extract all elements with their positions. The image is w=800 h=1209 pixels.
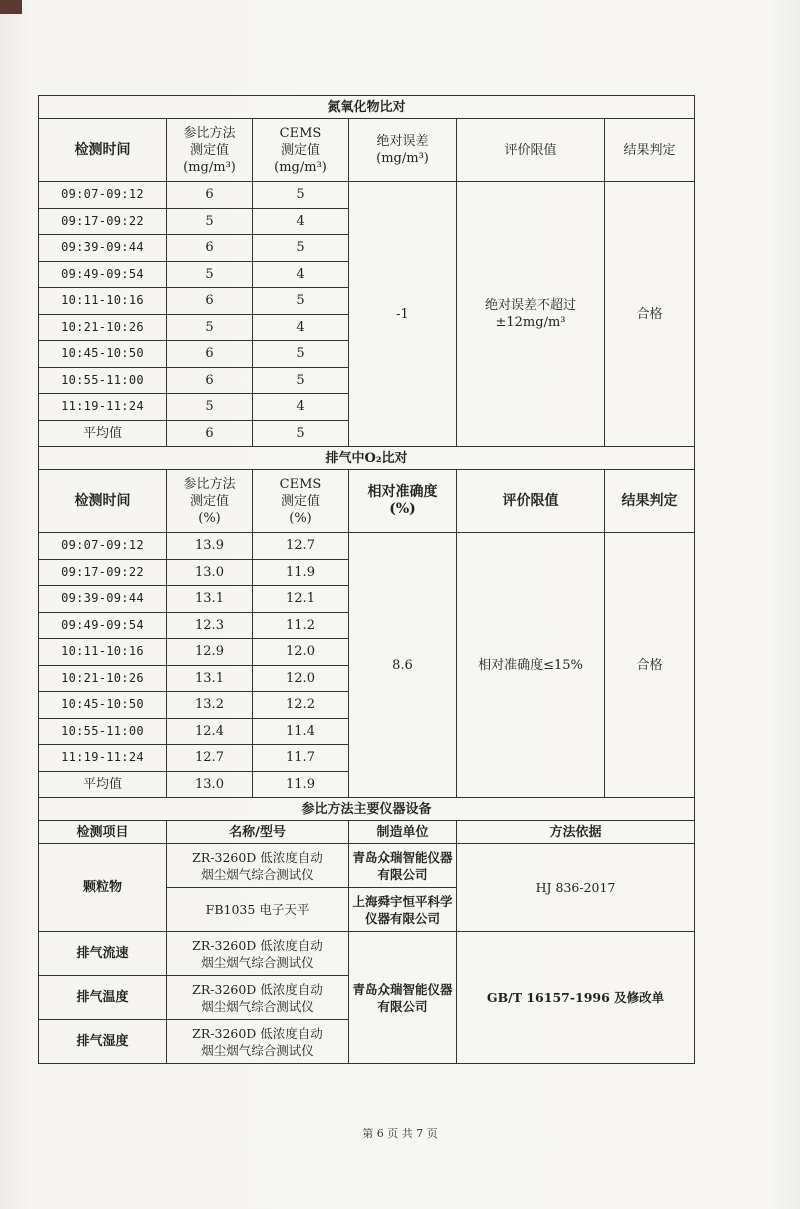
nox-abs-error: -1 <box>349 182 457 447</box>
nox-time: 10:55-11:00 <box>39 367 167 394</box>
nox-judge: 合格 <box>605 182 695 447</box>
o2-cems: 12.0 <box>253 639 349 666</box>
nox-header-time: 检测时间 <box>39 119 167 182</box>
o2-accuracy: 8.6 <box>349 533 457 798</box>
equipment-device <box>167 976 349 1020</box>
equipment-maker-line1: 青岛众瑞智能仪器 <box>352 849 453 865</box>
o2-header-limit: 评价限值 <box>457 470 605 533</box>
equipment-header-maker: 制造单位 <box>349 821 457 844</box>
o2-ref: 13.0 <box>167 559 253 586</box>
equipment-header-row <box>39 821 695 844</box>
nox-cems: 4 <box>253 314 349 341</box>
nox-ref: 5 <box>167 261 253 288</box>
o2-header-acc-unit: (%) <box>389 501 416 517</box>
o2-header-cems-line1: CEMS <box>279 476 322 492</box>
nox-header-judge: 结果判定 <box>605 119 695 182</box>
nox-header-ref-unit: (mg/m³) <box>183 159 236 175</box>
o2-header-judge: 结果判定 <box>605 470 695 533</box>
equipment-item: 排气流速 <box>39 932 167 976</box>
o2-header-cems-unit: (%) <box>289 510 312 526</box>
o2-header-accuracy <box>349 470 457 533</box>
o2-cems: 11.9 <box>253 559 349 586</box>
nox-cems: 5 <box>253 288 349 315</box>
o2-cems: 11.7 <box>253 745 349 772</box>
nox-avg-label: 平均值 <box>39 420 167 447</box>
equipment-device: FB1035 电子天平 <box>167 888 349 932</box>
equipment-header-name: 名称/型号 <box>167 821 349 844</box>
nox-cems: 5 <box>253 367 349 394</box>
equipment-device <box>167 1020 349 1064</box>
o2-header-row <box>39 470 695 533</box>
o2-ref: 13.2 <box>167 692 253 719</box>
o2-cems: 11.2 <box>253 612 349 639</box>
nox-cems: 5 <box>253 182 349 209</box>
o2-ref: 12.9 <box>167 639 253 666</box>
o2-ref: 12.3 <box>167 612 253 639</box>
o2-cems: 12.7 <box>253 533 349 560</box>
o2-time: 10:45-10:50 <box>39 692 167 719</box>
o2-header-cems-line2: 测定值 <box>280 493 320 509</box>
equipment-device-line2: 烟尘烟气综合测试仪 <box>201 866 314 882</box>
o2-time: 09:17-09:22 <box>39 559 167 586</box>
nox-cems: 5 <box>253 235 349 262</box>
equipment-maker-line2: 有限公司 <box>377 998 428 1014</box>
o2-time: 09:39-09:44 <box>39 586 167 613</box>
o2-judge: 合格 <box>605 533 695 798</box>
page-footer: 第 6 页 共 7 页 <box>362 1127 438 1140</box>
o2-cems: 11.4 <box>253 718 349 745</box>
nox-time: 09:07-09:12 <box>39 182 167 209</box>
equipment-device-line1: ZR-3260D 低浓度自动 <box>192 1025 323 1041</box>
nox-limit-line2: ±12mg/m³ <box>495 315 566 330</box>
nox-time: 10:45-10:50 <box>39 341 167 368</box>
equipment-basis-particulate: HJ 836-2017 <box>457 844 695 932</box>
equipment-device-line2: 烟尘烟气综合测试仪 <box>201 1042 314 1058</box>
o2-header-ref-line2: 测定值 <box>189 493 229 509</box>
equipment-device-line1: ZR-3260D 低浓度自动 <box>192 981 323 997</box>
table-row <box>39 533 695 560</box>
nox-section-title: 氮氧化物比对 <box>39 96 695 119</box>
equipment-item: 排气温度 <box>39 976 167 1020</box>
equipment-device-line1: ZR-3260D 低浓度自动 <box>192 937 323 953</box>
nox-header-abs-unit: (mg/m³) <box>376 151 429 166</box>
report-sheet <box>38 95 694 1064</box>
equipment-section-title: 参比方法主要仪器设备 <box>39 798 695 821</box>
nox-header-cems-unit: (mg/m³) <box>274 159 327 175</box>
equipment-maker-line2: 仪器有限公司 <box>364 910 440 926</box>
o2-ref: 12.4 <box>167 718 253 745</box>
o2-avg-label: 平均值 <box>39 771 167 798</box>
nox-cems: 5 <box>253 341 349 368</box>
o2-header-acc-line1: 相对准确度 <box>367 484 438 500</box>
nox-ref: 5 <box>167 208 253 235</box>
nox-time: 10:21-10:26 <box>39 314 167 341</box>
nox-avg-ref: 6 <box>167 420 253 447</box>
o2-header-ref-unit: (%) <box>198 510 221 526</box>
o2-time: 10:21-10:26 <box>39 665 167 692</box>
table-row <box>39 932 695 976</box>
nox-cems: 4 <box>253 261 349 288</box>
equipment-maker-line1: 上海舜宇恒平科学 <box>352 893 453 909</box>
nox-avg-cems: 5 <box>253 420 349 447</box>
o2-ref: 12.7 <box>167 745 253 772</box>
o2-time: 09:07-09:12 <box>39 533 167 560</box>
nox-ref: 6 <box>167 182 253 209</box>
equipment-header-item: 检测项目 <box>39 821 167 844</box>
o2-cems: 12.1 <box>253 586 349 613</box>
o2-time: 09:49-09:54 <box>39 612 167 639</box>
o2-header-ref <box>167 470 253 533</box>
equipment-device <box>167 932 349 976</box>
equipment-maker-gas <box>349 932 457 1064</box>
o2-avg-ref: 13.0 <box>167 771 253 798</box>
nox-limit <box>457 182 605 447</box>
equipment-device-line2: 烟尘烟气综合测试仪 <box>201 954 314 970</box>
o2-cems: 12.2 <box>253 692 349 719</box>
o2-header-cems <box>253 470 349 533</box>
equipment-maker <box>349 888 457 932</box>
o2-avg-cems: 11.9 <box>253 771 349 798</box>
o2-time: 10:11-10:16 <box>39 639 167 666</box>
table-row <box>39 182 695 209</box>
equipment-item: 排气湿度 <box>39 1020 167 1064</box>
nox-ref: 5 <box>167 314 253 341</box>
equipment-maker-line2: 有限公司 <box>377 866 428 882</box>
equipment-header-basis: 方法依据 <box>457 821 695 844</box>
nox-header-ref-line2: 测定值 <box>189 142 229 158</box>
nox-time: 09:39-09:44 <box>39 235 167 262</box>
o2-time: 10:55-11:00 <box>39 718 167 745</box>
nox-cems: 4 <box>253 394 349 421</box>
equipment-maker-line1: 青岛众瑞智能仪器 <box>352 981 453 997</box>
o2-cems: 12.0 <box>253 665 349 692</box>
nox-header-ref-line1: 参比方法 <box>183 125 236 141</box>
o2-ref: 13.1 <box>167 665 253 692</box>
nox-header-row <box>39 119 695 182</box>
report-table <box>38 95 695 1064</box>
nox-header-abs <box>349 119 457 182</box>
nox-time: 10:11-10:16 <box>39 288 167 315</box>
nox-ref: 6 <box>167 367 253 394</box>
equipment-device-line2: 烟尘烟气综合测试仪 <box>201 998 314 1014</box>
nox-header-cems-line2: 测定值 <box>280 142 320 158</box>
nox-time: 09:49-09:54 <box>39 261 167 288</box>
nox-ref: 6 <box>167 288 253 315</box>
nox-header-ref <box>167 119 253 182</box>
corner-mark <box>0 0 22 14</box>
o2-limit: 相对准确度≤15% <box>457 533 605 798</box>
nox-header-abs-line1: 绝对误差 <box>376 134 429 149</box>
equipment-device-line1: ZR-3260D 低浓度自动 <box>192 849 323 865</box>
nox-time: 09:17-09:22 <box>39 208 167 235</box>
equipment-device <box>167 844 349 888</box>
nox-ref: 5 <box>167 394 253 421</box>
o2-header-ref-line1: 参比方法 <box>183 476 236 492</box>
nox-time: 11:19-11:24 <box>39 394 167 421</box>
o2-ref: 13.9 <box>167 533 253 560</box>
o2-section-title: 排气中O₂比对 <box>39 447 695 470</box>
nox-ref: 6 <box>167 341 253 368</box>
table-row <box>39 844 695 888</box>
o2-ref: 13.1 <box>167 586 253 613</box>
nox-ref: 6 <box>167 235 253 262</box>
nox-header-cems <box>253 119 349 182</box>
equipment-basis-gas: GB/T 16157-1996 及修改单 <box>457 932 695 1064</box>
equipment-maker <box>349 844 457 888</box>
nox-limit-line1: 绝对误差不超过 <box>484 298 576 313</box>
o2-header-time: 检测时间 <box>39 470 167 533</box>
equipment-item-particulate: 颗粒物 <box>39 844 167 932</box>
nox-header-cems-line1: CEMS <box>279 125 322 141</box>
o2-time: 11:19-11:24 <box>39 745 167 772</box>
nox-header-limit: 评价限值 <box>457 119 605 182</box>
nox-cems: 4 <box>253 208 349 235</box>
